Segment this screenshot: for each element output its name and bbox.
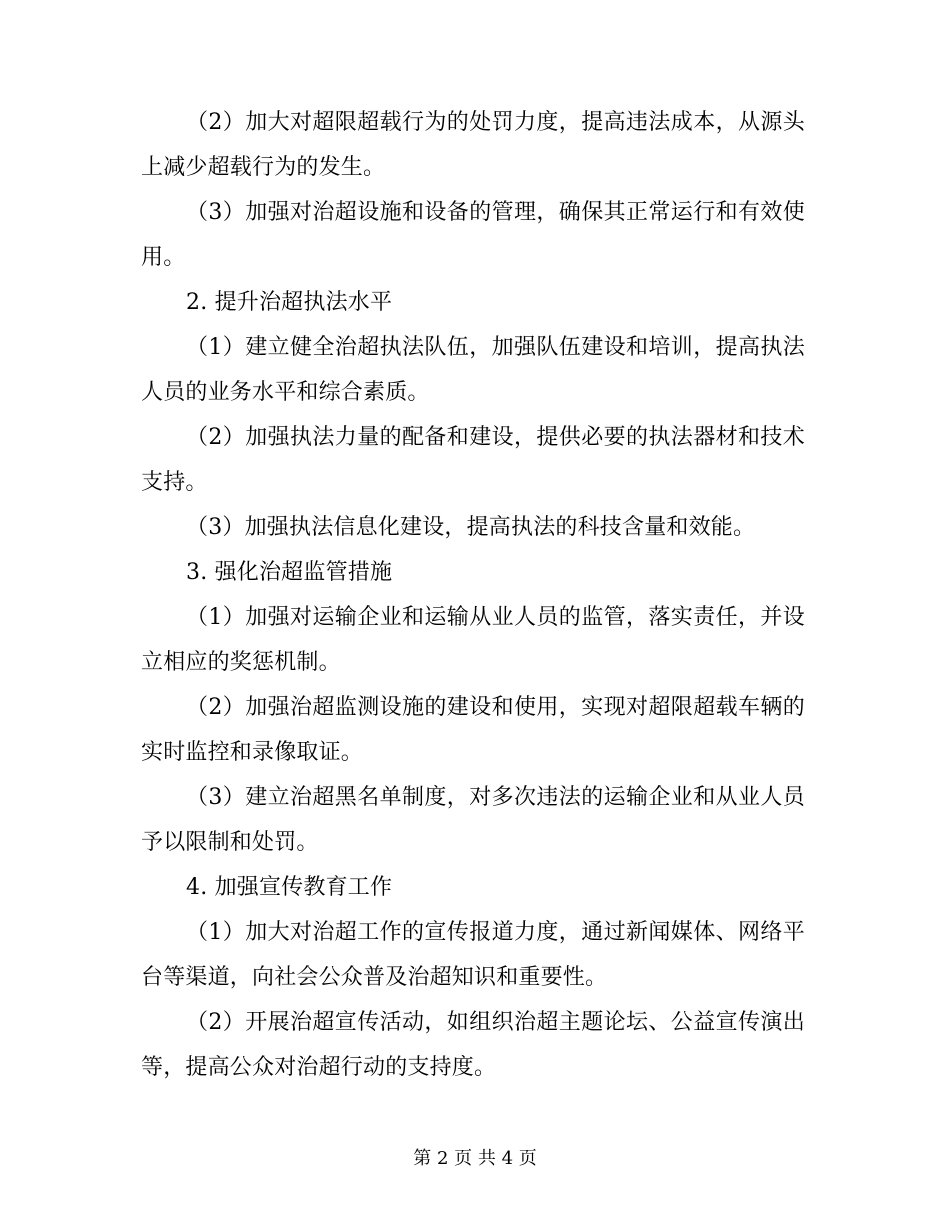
paragraph-enforcement-equipment: （2）加强执法力量的配备和建设，提供必要的执法器材和技术支持。: [141, 425, 805, 495]
section-heading-supervision: 3. 强化治超监管措施: [186, 560, 393, 585]
section-heading-enforcement: 2. 提升治超执法水平: [186, 290, 393, 315]
paragraph-enforcement-team: （1）建立健全治超执法队伍，加强队伍建设和培训，提高执法人员的业务水平和综合素质。: [141, 335, 805, 405]
page-number-footer: 第 2 页 共 4 页: [413, 1148, 537, 1169]
paragraph-enterprise-supervision: （1）加强对运输企业和运输从业人员的监管，落实责任，并设立相应的奖惩机制。: [141, 605, 805, 675]
paragraph-media-reporting: （1）加大对治超工作的宣传报道力度，通过新闻媒体、网络平台等渠道，向社会公众普及治超知识和重要性。: [141, 920, 805, 990]
document-body: [141, 100, 805, 1090]
section-heading-publicity: 4. 加强宣传教育工作: [186, 875, 393, 900]
paragraph-publicity-activities: （2）开展治超宣传活动，如组织治超主题论坛、公益宣传演出等，提高公众对治超行动的支持度。: [141, 1010, 805, 1080]
paragraph-blacklist: （3）建立治超黑名单制度，对多次违法的运输企业和从业人员予以限制和处罚。: [141, 785, 805, 855]
paragraph-facility-management: （3）加强对治超设施和设备的管理，确保其正常运行和有效使用。: [141, 200, 805, 270]
paragraph-monitoring-facilities: （2）加强治超监测设施的建设和使用，实现对超限超载车辆的实时监控和录像取证。: [141, 695, 805, 765]
paragraph-penalty: （2）加大对超限超载行为的处罚力度，提高违法成本，从源头上减少超载行为的发生。: [141, 110, 805, 180]
paragraph-enforcement-informatization: （3）加强执法信息化建设，提高执法的科技含量和效能。: [186, 515, 756, 540]
